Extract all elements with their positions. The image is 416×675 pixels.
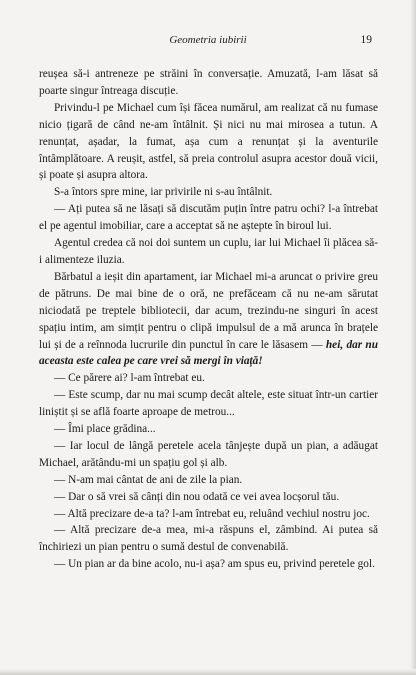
- paragraph-4: — Ați putea să ne lăsați să discutăm puțin între patru ochi? l-a întrebat el pe agentul imobiliar, care a acceptat să ne aștepte în biroul lui.: [39, 203, 378, 233]
- running-header: [0, 34, 416, 50]
- paragraph-8: — Este scump, dar nu mai scump decât altele, este situat într-un cartier liniștit și se află foarte aproape de metrou...: [39, 389, 378, 419]
- page-number: 19: [360, 34, 372, 46]
- paragraph-15: — Un pian ar da bine acolo, nu-i așa? am spus eu, privind peretele gol.: [54, 558, 375, 571]
- paragraph-7: — Ce părere ai? l-am întrebat eu.: [54, 372, 205, 385]
- paragraph-6: [39, 269, 378, 370]
- paragraph-3: S-a întors spre mine, iar privirile ni s-au întâlnit.: [54, 186, 273, 199]
- paragraph-1: reușea să-i antreneze pe străini în conversație. Amuzată, l-am lăsat să poarte singur întreaga discuție.: [39, 68, 378, 97]
- paragraph-9: — Îmi place grădina...: [54, 423, 156, 436]
- paragraph-11: — N-am mai cântat de ani de zile la pian.: [54, 473, 243, 486]
- running-title: Geometria iubirii: [169, 34, 247, 46]
- paragraph-6-text: Bărbatul a ieșit din apartament, iar Michael mi-a aruncat o privire greu de pătruns. De mai bine de o oră, ne prefăceam că nu ne-am sărutat niciodată pe treptele bibliotecii, dar acum, trezindu-ne singuri în acest spațiu intim, am simțit pentru o clipă impulsul de a mă arunca în brațele lui și de a reînnoda lucrurile din punctul în care le lăsasem —: [39, 270, 378, 351]
- paragraph-10: — Iar locul de lângă peretele acela tânjește după un pian, a adăugat Michael, arătându-mi un spațiu gol și alb.: [39, 439, 378, 469]
- paragraph-2: Privindu-l pe Michael cum își făcea numărul, am realizat că nu fumase nicio țigară de când ne-am întâlnit. Și nici nu mai mirosea a tutun. A renunțat, așadar, la fumat, așa cum a renunțat și la aventurile întâmplătoare. A reușit, astfel, să preia controlul asupra acestor două vicii, și poate și asupra altora.: [39, 101, 378, 182]
- paragraph-13: — Altă precizare de-a ta? l-am întrebat eu, reluând vechiul nostru joc.: [54, 507, 370, 520]
- paragraph-12: — Dar o să vrei să cânți din nou odată ce vei avea locșorul tău.: [54, 490, 340, 503]
- page-edge-shadow: [410, 0, 416, 675]
- bottom-edge-shadow: [0, 669, 416, 675]
- paragraph-6-emphasis: hei, dar nu aceasta este calea pe care vrei să mergi în viață!: [39, 338, 378, 368]
- body-text: [39, 66, 378, 573]
- paragraph-5: Agentul credea că noi doi suntem un cuplu, iar lui Michael îi plăcea să-i alimenteze iluzia.: [39, 237, 378, 266]
- paragraph-14: — Altă precizare de-a mea, mi-a răspuns el, zâmbind. Ai putea să închiriezi un pian pentru o sumă destul de convenabilă.: [39, 524, 378, 554]
